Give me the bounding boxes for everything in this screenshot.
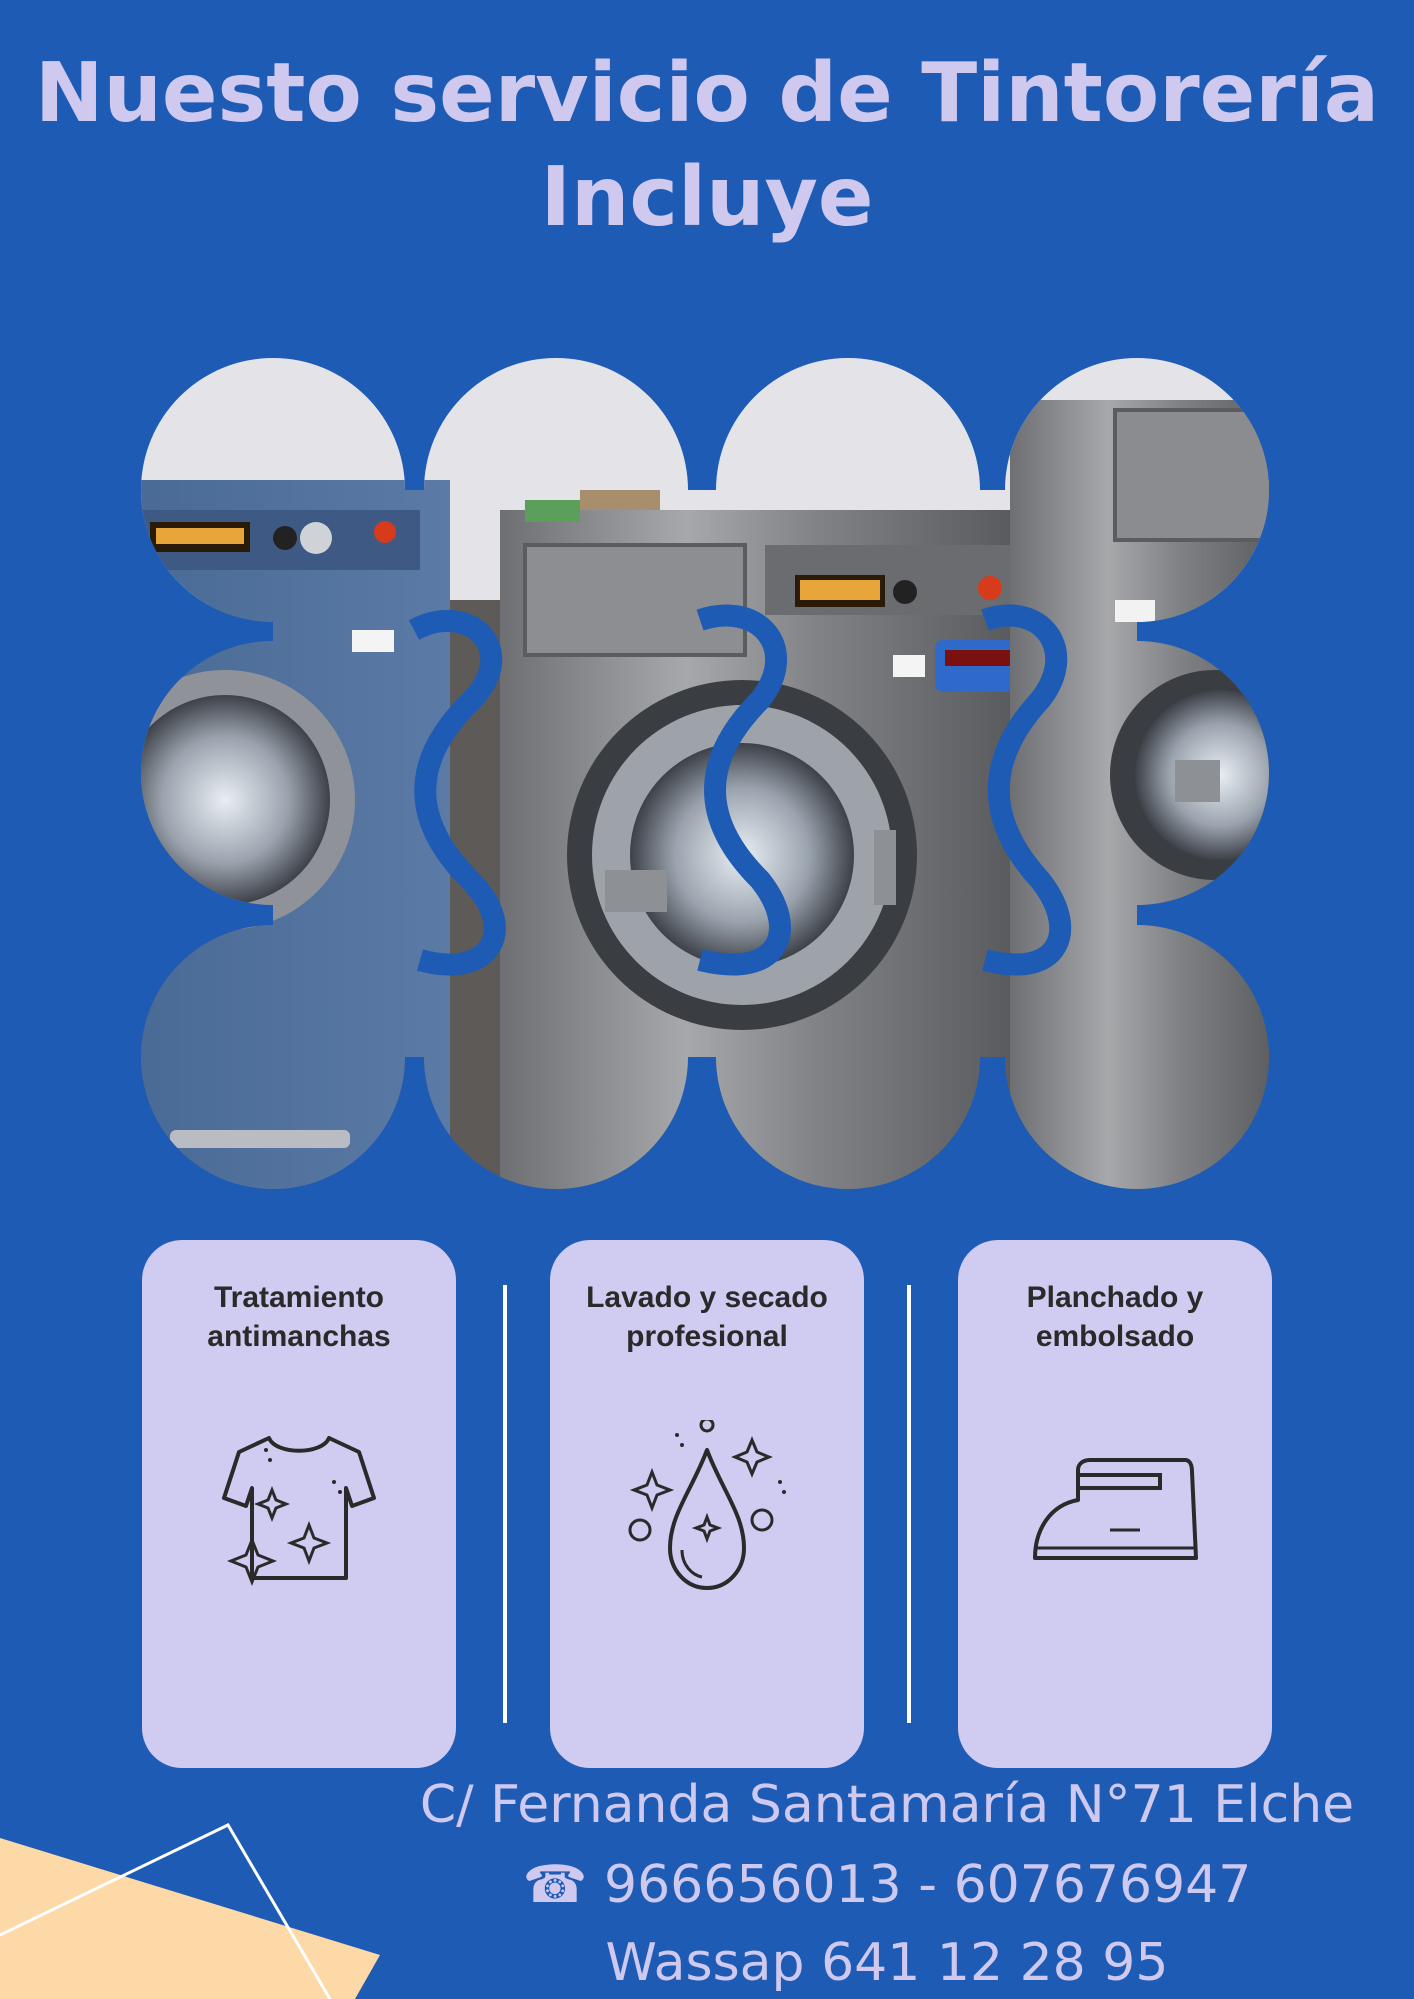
service-title: Lavado y secado profesional bbox=[586, 1281, 828, 1353]
phone-numbers: 966656013 - 607676947 bbox=[603, 1855, 1252, 1915]
title-line-1: Nuesto servicio de Tintorería bbox=[34, 46, 1380, 141]
divider bbox=[503, 1285, 507, 1723]
water-drop-icon bbox=[622, 1420, 792, 1590]
whatsapp-text: Wassap 641 12 28 95 bbox=[605, 1933, 1169, 1993]
divider bbox=[907, 1285, 911, 1723]
service-card-wash-dry bbox=[550, 1240, 864, 1768]
address-text: C/ Fernanda Santamaría N°71 Elche bbox=[419, 1775, 1355, 1835]
phone-line bbox=[360, 1850, 1414, 1920]
phone-icon: ☎ bbox=[522, 1855, 588, 1915]
title-line-2: Incluye bbox=[540, 150, 874, 245]
service-title: Tratamiento antimanchas bbox=[207, 1281, 391, 1353]
service-card-iron-bag bbox=[958, 1240, 1272, 1768]
service-title: Planchado y embolsado bbox=[1026, 1281, 1204, 1353]
decorative-corner-shape bbox=[0, 0, 420, 1999]
iron-icon bbox=[1030, 1420, 1200, 1590]
